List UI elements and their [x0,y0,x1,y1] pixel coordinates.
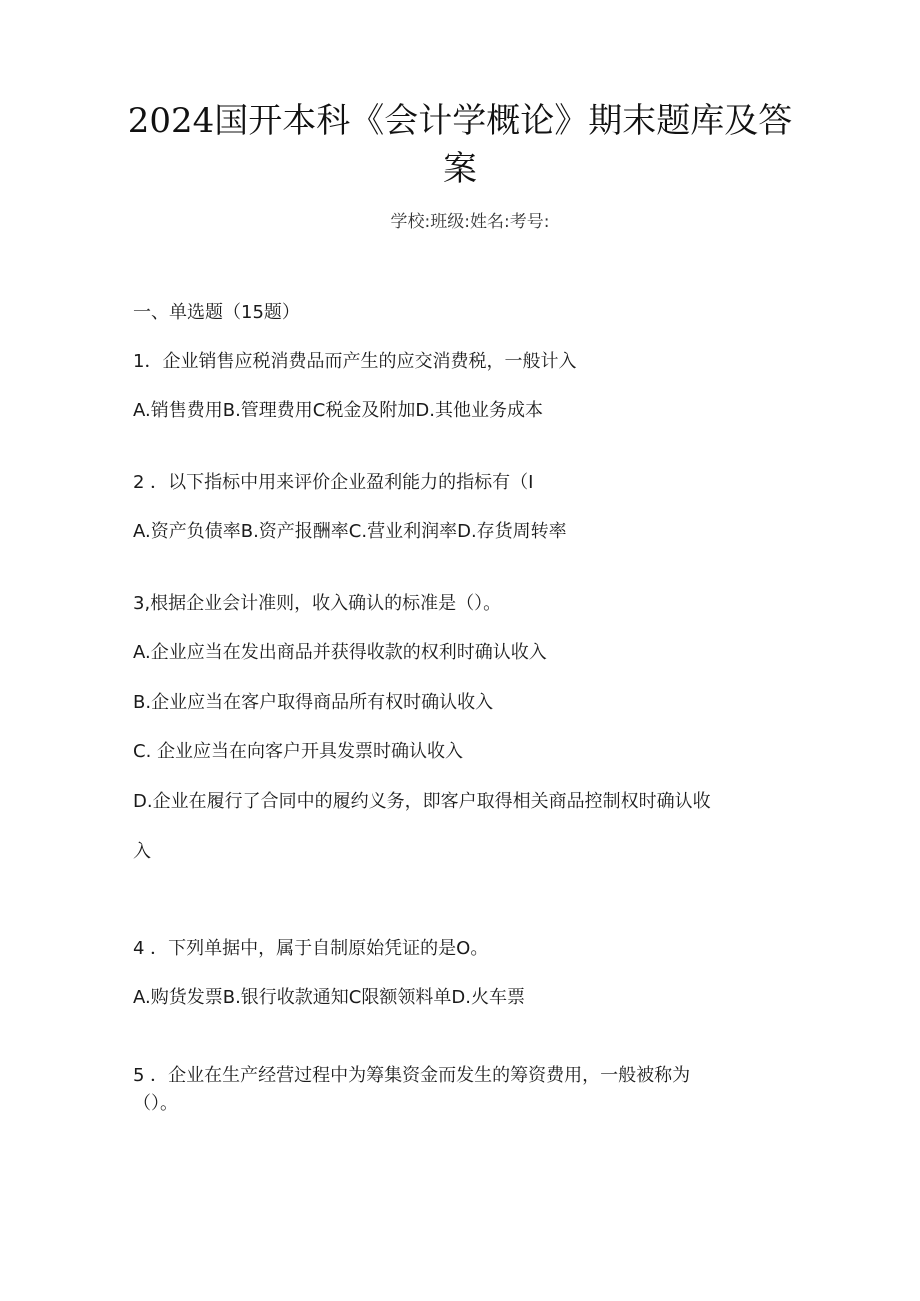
document-title-line-1: 2024国开本科《会计学概论》期末题库及答 [127,101,793,141]
question-5-stem-line-1: 5 ．企业在生产经营过程中为筹集资金而发生的筹资费用，一般被称为 [133,1065,691,1086]
question-4-stem: 4 ．下列单据中，属于自制原始凭证的是O。 [133,938,489,959]
question-3-option-d-line-1: D.企业在履行了合同中的履约义务，即客户取得相关商品控制权时确认收 [133,791,711,812]
question-1-options: A.销售费用B.管理费用C税金及附加D.其他业务成本 [133,400,543,421]
question-3-stem: 3,根据企业会计准则，收入确认的标准是（）。 [133,593,502,614]
question-3-option-d-line-2: 入 [133,841,151,862]
question-1-stem: 1．企业销售应税消费品而产生的应交消费税，一般计入 [133,351,577,372]
question-2-options: A.资产负债率B.资产报酬率C.营业利润率D.存货周转率 [133,521,567,542]
document-title-line-2: 案 [443,149,477,189]
section-heading: 一、单选题（15题） [133,302,300,323]
question-3-option-a: A.企业应当在发出商品并获得收款的权利时确认收入 [133,642,547,663]
student-info-line: 学校:班级:姓名:考号: [390,212,550,232]
question-3-option-b: B.企业应当在客户取得商品所有权时确认收入 [133,692,494,713]
question-3-option-c: C. 企业应当在向客户开具发票时确认收入 [133,741,464,762]
question-5-stem-line-2: （）。 [133,1093,178,1114]
question-2-stem: 2 ．以下指标中用来评价企业盈利能力的指标有（I [133,472,534,493]
question-4-options: A.购货发票B.银行收款通知C限额领料单D.火车票 [133,987,525,1008]
